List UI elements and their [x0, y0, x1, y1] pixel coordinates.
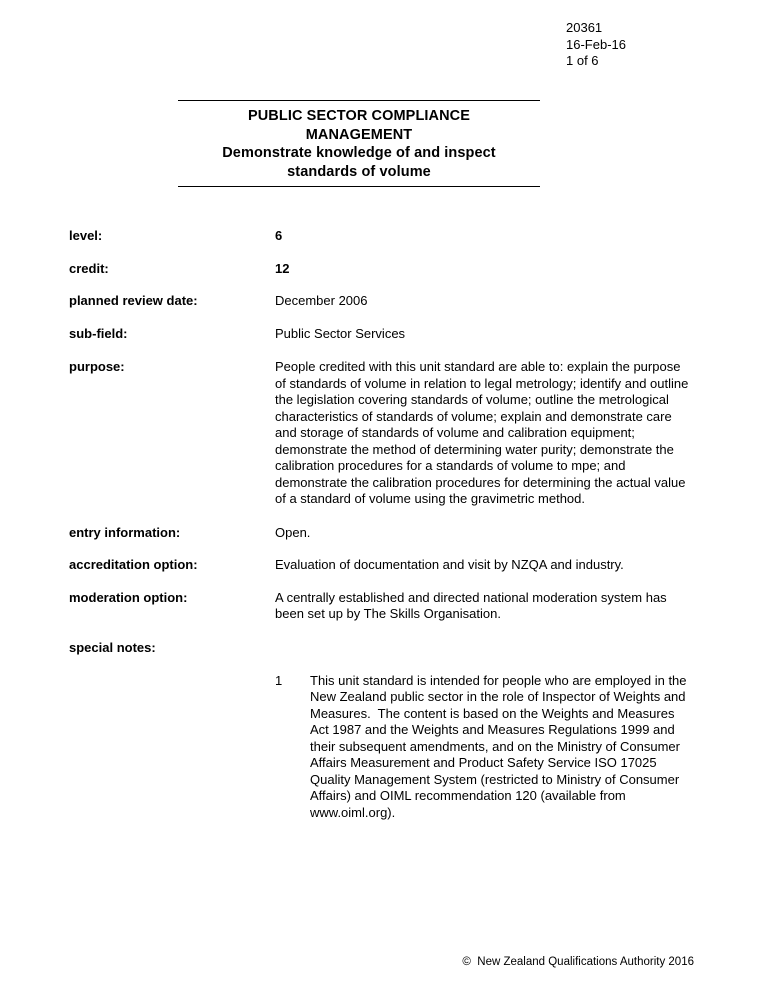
title-line-1: PUBLIC SECTOR COMPLIANCE: [247, 108, 471, 124]
field-label-level: level:: [69, 228, 103, 243]
title-block: [178, 100, 540, 187]
field-label-credit: credit:: [69, 260, 109, 276]
page-title: [178, 101, 540, 186]
field-label-moderation-option: moderation option:: [69, 589, 188, 605]
standard-number: 20361: [566, 20, 603, 35]
title-line-2: MANAGEMENT: [305, 126, 413, 143]
field-label-planned-review-date: planned review date:: [69, 293, 198, 308]
page-indicator: 1 of 6: [566, 53, 599, 68]
footer-copyright: © New Zealand Qualifications Authority 2016: [462, 956, 694, 968]
document-date: 16-Feb-16: [566, 36, 626, 52]
field-label-purpose: purpose:: [69, 359, 125, 374]
field-row-purpose: [69, 359, 694, 508]
field-value-entry-information: Open.: [275, 524, 311, 540]
field-row-planned-review-date: [69, 293, 694, 310]
field-row-credit: [69, 261, 694, 278]
field-list: [69, 228, 694, 870]
special-note-number: 1: [275, 672, 283, 688]
field-value-purpose: People credited with this unit standard are able to: explain the purpose of standards of volume in relation to legal metrology; identify and outline the legislation covering standards of volume; outline the metrological characteristics of standards of volume; explain and demonstrate care and storage of standards of volume and calibration equipment; demonstrate the method of determining water purity; demonstrate the calibration procedures for a standards of volume to mpe; and demonstrate the calibration procedures for determining the actual value of a standard of volume using the gravimetric method.: [275, 359, 692, 506]
field-label-accreditation-option: accreditation option:: [69, 557, 198, 572]
field-value-planned-review-date: December 2006: [275, 293, 368, 308]
special-notes-list: [275, 640, 694, 855]
document-header-meta: [566, 20, 626, 70]
title-line-3: Demonstrate knowledge of and inspect: [222, 145, 496, 161]
field-label-sub-field: sub-field:: [69, 325, 128, 341]
title-line-4: standards of volume: [287, 163, 431, 180]
field-value-accreditation-option: Evaluation of documentation and visit by NZQA and industry.: [275, 557, 624, 572]
field-label-entry-information: entry information:: [69, 524, 181, 540]
field-row-entry-information: [69, 525, 694, 542]
field-label-special-notes: special notes:: [69, 639, 156, 655]
field-value-sub-field: Public Sector Services: [275, 325, 406, 341]
special-note-text: This unit standard is intended for people who are employed in the New Zealand public sector in the role of Inspector of Weights and Measures. The content is based on the Weights and Measures Act 1987 and the Weights and Measures Regulations 1999 and their subsequent amendments, and on the Ministry of Consumer Affairs Measurement and Product Safety Service ISO 17025 Quality Management System (restricted to Ministry of Consumer Affairs) and OIML recommendation 120 (available from www.oiml.org).: [310, 672, 691, 820]
title-rule-bottom: [178, 186, 540, 187]
field-row-special-notes: [69, 640, 694, 855]
field-value-credit: 12: [275, 260, 290, 276]
field-row-level: [69, 228, 694, 245]
special-note-item: [275, 673, 694, 822]
field-value-moderation-option: A centrally established and directed national moderation system has been set up by The Skills Organisation.: [275, 589, 671, 621]
field-row-sub-field: [69, 326, 694, 343]
field-value-level: 6: [275, 228, 283, 243]
field-row-accreditation-option: [69, 557, 694, 574]
field-row-moderation-option: [69, 590, 694, 623]
